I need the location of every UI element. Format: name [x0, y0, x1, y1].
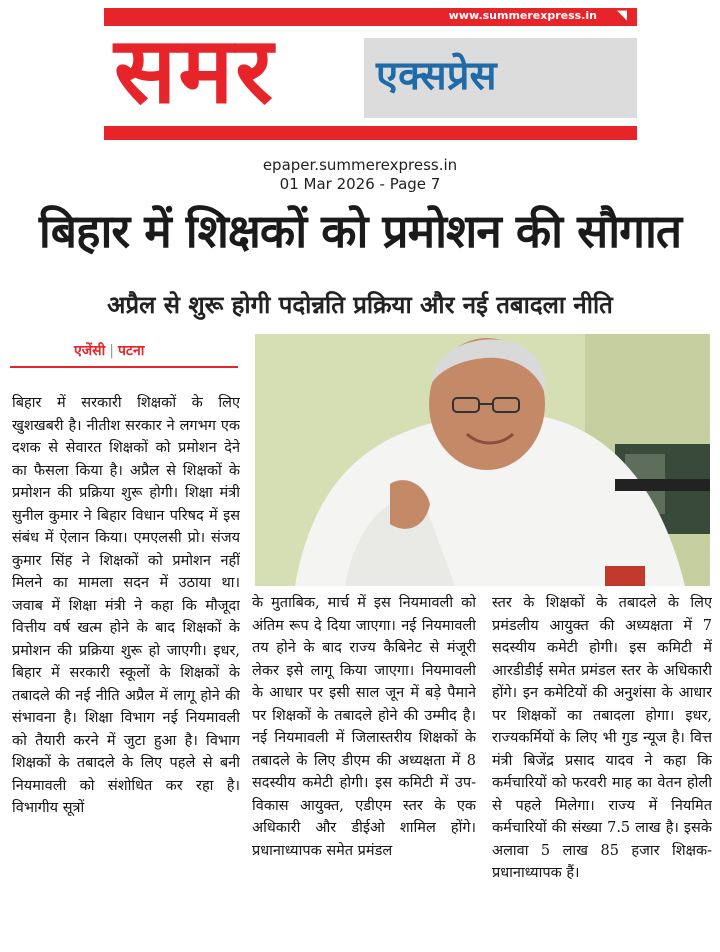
edition-date-page: 01 Mar 2026 - Page 7: [279, 175, 441, 193]
masthead-bottom-bar: [104, 126, 637, 140]
byline-agency: एजेंसी: [74, 343, 106, 359]
article-subheadline: अप्रैल से शुरू होगी पदोन्नति प्रक्रिया और नई तबादला नीति: [107, 291, 613, 319]
person-photo-icon: [255, 334, 710, 586]
article-column-3: स्तर के शिक्षकों के तबादले के लिए प्रमंडलीय आयुक्त की अध्यक्षता में 7 सदस्यीय कमेटी होगी। इस कमिटी में आरडीडीई समेत प्रमंडल स्तर के अधिकारी होंगे। इन कमेटियों की अनुशंसा के आधार पर शिक्षकों का तबादला होगा। इधर, राज्यकर्मियों के लिए भी गुड न्यूज है। वित्त मंत्री बिजेंद्र प्रसाद यादव ने कहा कि कर्मचारियों को फरवरी माह का वेतन होली से पहले मिलेगा। राज्य में नियमित कर्मचारियों की संख्या 7.5 लाख है। इसके अलावा 5 लाख 85 हजार शिक्षक-प्रधानाध्यापक हैं।: [492, 595, 712, 881]
article-column-2: के मुताबिक, मार्च में इस नियमावली को अंतिम रूप दे दिया जाएगा। नई नियमावली तय होने के बाद राज्य कैबिनेट से मंजूरी लेकर इसे लागू किया जाएगा। नियमावली के आधार पर इसी साल जून में बड़े पैमाने पर शिक्षकों के तबादले होने की उम्मीद है। नई नियमावली में जिलास्तरीय शिक्षकों के तबादले के लिए डीएम की अध्यक्षता में 8 सदस्यीय कमेटी होगी। इस कमिटी में उप- विकास आयुक्त, एडीएम स्तर के एक अधिकारी और डीईओ शामिल होंगे। प्रधानाध्यापक समेत प्रमंडल: [252, 595, 476, 859]
edition-url[interactable]: epaper.summerexpress.in: [262, 156, 458, 174]
article-byline: [74, 341, 144, 360]
signal-icon: ◥: [617, 8, 627, 23]
masthead-brand: समर: [114, 17, 275, 124]
article-photo: [255, 334, 710, 586]
masthead-subbrand: एक्सप्रेस: [376, 53, 497, 99]
masthead: [104, 8, 637, 140]
masthead-website[interactable]: www.summerexpress.in: [448, 9, 597, 22]
byline-city: पटना: [117, 343, 145, 359]
byline-rule: [10, 366, 238, 368]
article-headline: बिहार में शिक्षकों को प्रमोशन की सौगात: [38, 204, 682, 258]
article-column-1: बिहार में सरकारी शिक्षकों के लिए खुशखबरी है। नीतीश सरकार ने लगभग एक दशक से सेवारत शिक्षकों को प्रमोशन देने का फैसला किया है। अप्रैल से शिक्षकों के प्रमोशन की प्रक्रिया शुरू होगी। शिक्षा मंत्री सुनील कुमार ने बिहार विधान परिषद में इस संबंध में ऐलान किया। एमएलसी प्रो। संजय कुमार सिंह ने शिक्षकों को प्रमोशन नहीं मिलने का मामला सदन में उठाया था। जवाब में शिक्षा मंत्री ने कहा कि मौजूदा वित्तीय वर्ष खत्म होने के बाद शिक्षकों के प्रमोशन की प्रक्रिया शुरू हो जाएगी। इधर, बिहार में सरकारी स्कूलों के शिक्षकों के तबादले की नई नीति अप्रैल में लागू होने की संभावना है। शिक्षा विभाग नई नियमावली को तैयारी करने में जुटा हुआ है। विभाग शिक्षकों के तबादले के लिए पहले से बनी नियमावली को संशोधित कर रहा है। विभागीय सूत्रों: [12, 395, 240, 816]
byline-separator: |: [109, 343, 114, 359]
